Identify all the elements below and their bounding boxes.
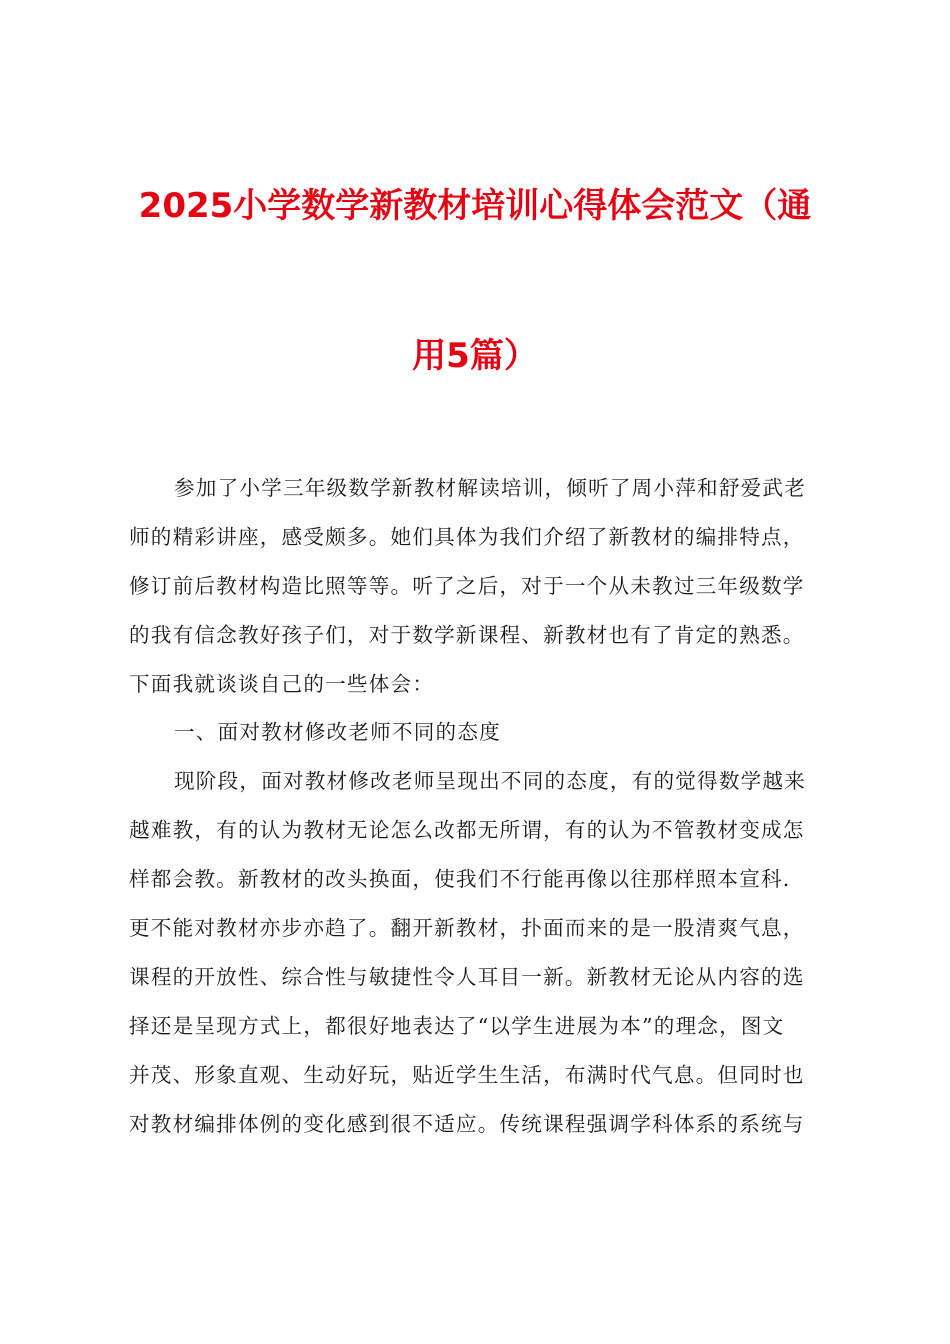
paragraph-line: 并茂、形象直观、生动好玩，贴近学生生活，布满时代气息。但同时也 (129, 1062, 805, 1087)
paragraph-line: 下面我就谈谈自己的一些体会： (129, 671, 435, 696)
paragraph-line: 对教材编排体例的变化感到很不适应。传统课程强调学科体系的系统与 (129, 1111, 805, 1136)
document-title-line-1: 2025小学数学新教材培训心得体会范文（通 (138, 186, 812, 226)
document-body (129, 464, 834, 1148)
paragraph-line: 的我有信念教好孩子们，对于数学新课程、新教材也有了肯定的熟悉。 (129, 622, 805, 647)
paragraph-line: 择还是呈现方式上，都很好地表达了“以学生进展为本”的理念，图文 (129, 1013, 785, 1038)
paragraph-line: 修订前后教材构造比照等等。听了之后，对于一个从未教过三年级数学 (129, 573, 805, 598)
paragraph-line: 更不能对教材亦步亦趋了。翻开新教材，扑面而来的是一股清爽气息， (129, 916, 805, 941)
paragraph-line: 参加了小学三年级数学新教材解读培训，倾听了周小萍和舒爱武老 (174, 476, 807, 500)
paragraph-line: 样都会教。新教材的改头换面，使我们不行能再像以往那样照本宣科. (129, 867, 791, 892)
section-heading: 一、面对教材修改老师不同的态度 (174, 720, 501, 745)
document-title-line-2: 用5篇） (412, 336, 538, 376)
paragraph-line: 越难教，有的认为教材无论怎么改都无所谓，有的认为不管教材变成怎 (129, 818, 805, 843)
paragraph-line: 现阶段，面对教材修改老师呈现出不同的态度，有的觉得数学越来 (174, 769, 807, 794)
paragraph-line: 师的精彩讲座，感受颇多。她们具体为我们介绍了新教材的编排特点， (129, 524, 805, 549)
paragraph-line: 课程的开放性、综合性与敏捷性令人耳目一新。新教材无论从内容的选 (129, 964, 805, 989)
